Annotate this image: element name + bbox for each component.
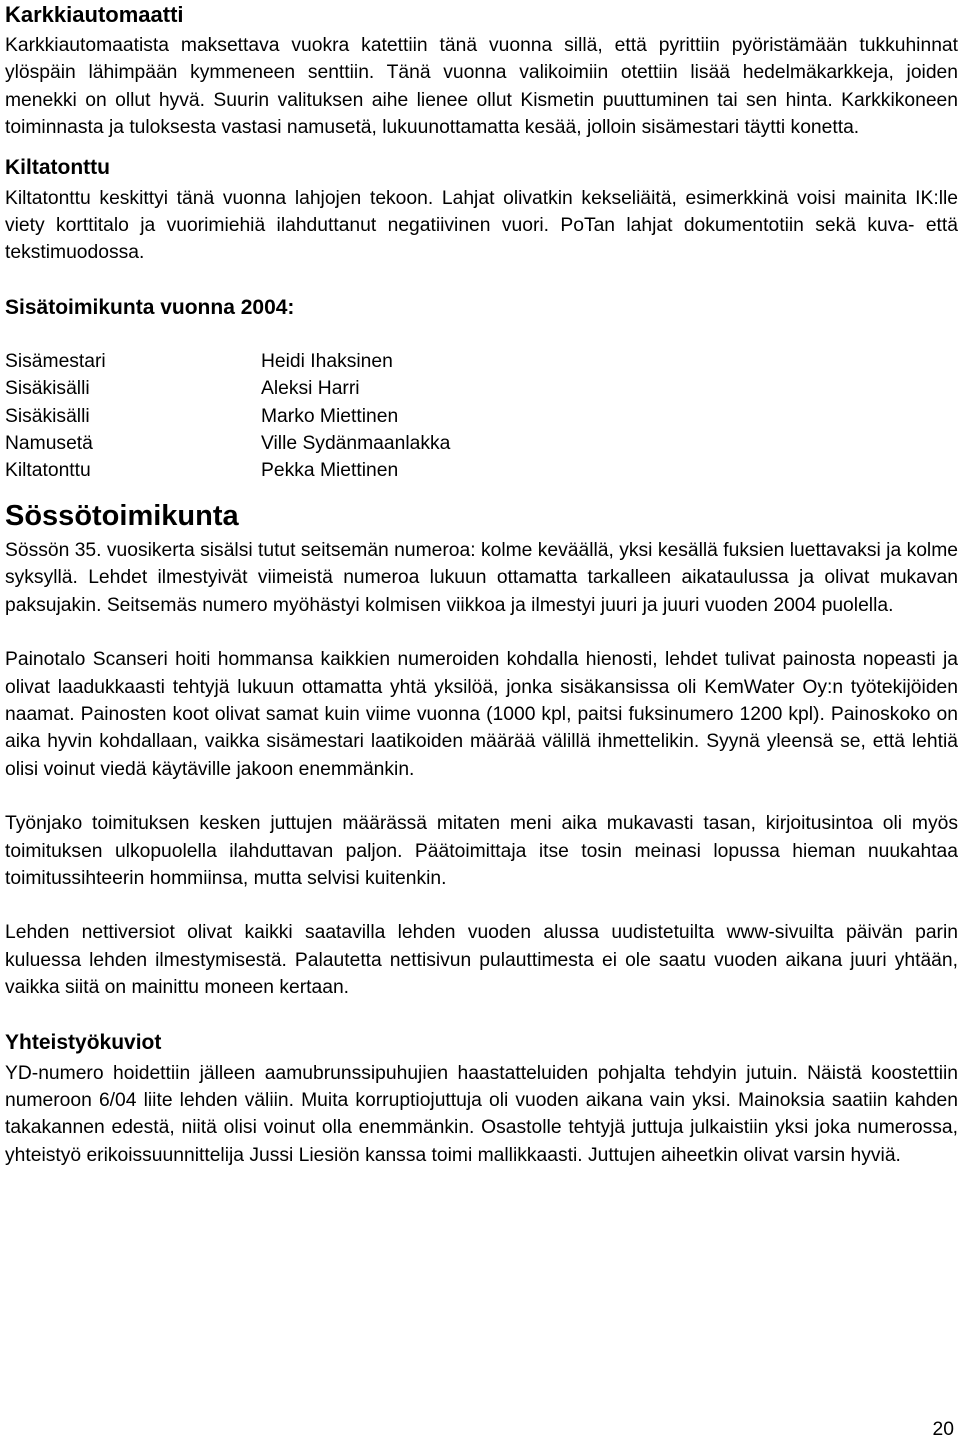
member-role: Sisäkisälli	[5, 405, 90, 427]
sossotoimikunta-paragraph: Sössön 35. vuosikerta sisälsi tutut seitsemän numeroa: kolme keväällä, yksi kesällä fuksien luettavaksi ja kolme syksyllä. Lehdet ilmestyivät viimeistä numeroa lukuun ottamatta tarkalleen aikataulussa ja olivat mukavan paksujakin. Seitsemäs numero myöhästyi kolmisen viikkoa ja ilmestyi juuri ja juuri vuoden 2004 puolella.	[5, 539, 958, 616]
yhteistyokuviot-text: YD-numero hoidettiin jälleen aamubrunssipuhujien haastatteluiden pohjalta tehdyin jutuin. Näistä koostettiin numeroon 6/04 liite lehden väliin. Muita korruptiojuttuja oli vuoden aikana vain yksi. Mainoksia saatiin kahden takakannen edestä, niitä olisi voinut olla enemmänkin. Osastolle tehtyjä juttuja julkaistiin yksi joka numerossa, yhteistyö erikoissuunnittelija Jussi Liesiön kanssa toimi mallikkaasti. Juttujen aiheetkin olivat varsin hyviä.	[5, 1062, 958, 1166]
member-name: Aleksi Harri	[261, 378, 360, 400]
sossotoimikunta-heading: Sössötoimikunta	[5, 499, 239, 532]
kiltatonttu-text: Kiltatonttu keskittyi tänä vuonna lahjojen tekoon. Lahjat olivatkin kekseliäitä, esimerkkinä voisi mainita IK:lle viety korttitalo ja vuorimiehiä ilahduttanut negatiivinen vuori. PoTan lahjat dokumentotiin sekä kuva- että tekstimuodossa.	[5, 187, 958, 264]
member-name: Marko Miettinen	[261, 405, 399, 427]
member-name: Ville Sydänmaanlakka	[261, 433, 451, 455]
yhteistyokuviot-heading: Yhteistyökuviot	[5, 1030, 162, 1054]
sossotoimikunta-paragraph: Lehden nettiversiot olivat kaikki saatavilla lehden vuoden alussa uudistetuilta www-sivuilta päivän parin kuluessa lehden ilmestymisestä. Palautetta nettisivun pulauttimesta ei ole saatu vuoden aikana juuri yhtään, vaikka siitä on mainittu moneen kertaan.	[5, 922, 958, 999]
member-list	[5, 348, 958, 485]
sisatoimikunta-heading: Sisätoimikunta vuonna 2004:	[5, 295, 295, 319]
karkkiautomaatti-text: Karkkiautomaatista maksettava vuokra katettiin tänä vuonna sillä, että pyrittiin pyöristämään tukkuhinnat ylöspäin lähimpään kymmeneen senttiin. Tänä vuonna valikoimiin otettiin lisää hedelmäkarkkeja, joiden menekki on ollut hyvä. Suurin valituksen aihe lienee ollut Kismetin puuttuminen tai sen hinta. Karkkikoneen toiminnasta ja tuloksesta vastasi namusetä, lukuunottamatta kesää, jolloin sisämestari täytti konetta.	[5, 35, 958, 139]
member-role: Sisämestari	[5, 350, 106, 372]
document-page	[5, 0, 958, 1169]
member-role: Sisäkisälli	[5, 378, 90, 400]
karkkiautomaatti-heading: Karkkiautomaatti	[5, 2, 184, 27]
sossotoimikunta-paragraph: Painotalo Scanseri hoiti hommansa kaikkien numeroiden kohdalla hienosti, lehdet tulivat painosta nopeasti ja olivat laadukkaasti tehtyjä lukuun ottamatta yhtä yksilöä, jonka sisäkansissa oli KemWater Oy:n työtekijöiden naamat. Painosten koot olivat samat kuin viime vuonna (1000 kpl, paitsi fuksinumero 1200 kpl). Painoskoko on aika hyvin kohdallaan, vaikka sisämestari laatikoiden määrää välillä ihmettelikin. Syynä yleensä se, että lehtiä olisi voinut viedä käytäville jakoon enemmänkin.	[5, 649, 958, 780]
member-role: Kiltatonttu	[5, 460, 91, 482]
kiltatonttu-heading: Kiltatonttu	[5, 155, 110, 179]
sossotoimikunta-paragraph: Työnjako toimituksen kesken juttujen määrässä mitaten meni aika mukavasti tasan, kirjoitusintoa oli myös toimituksen ulkopuolella ilahduttavan paljon. Päätoimittaja itse tosin meinasi lopussa hieman nuukahtaa toimitussihteerin hommiinsa, mutta selvisi kuitenkin.	[5, 813, 958, 889]
member-name: Heidi Ihaksinen	[261, 350, 393, 372]
page-number: 20	[932, 1419, 954, 1440]
member-name: Pekka Miettinen	[261, 460, 399, 482]
member-role: Namusetä	[5, 433, 93, 455]
